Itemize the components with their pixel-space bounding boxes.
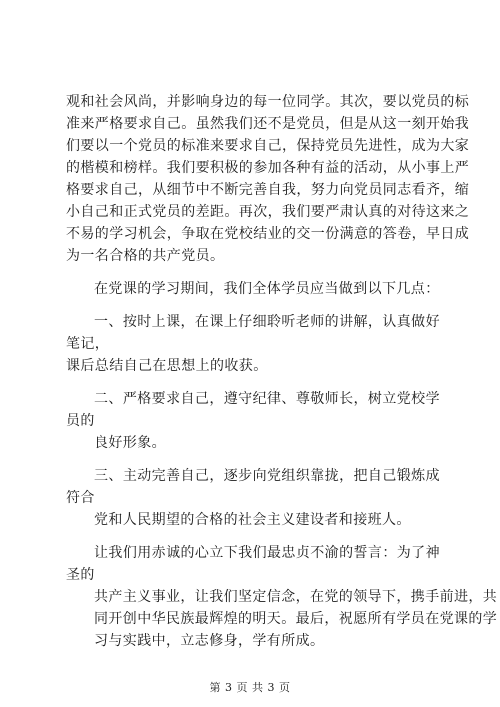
paragraph-point-one	[66, 311, 440, 377]
text-line: 二、严格要求自己，遵守纪律、尊敬师长，树立党校学员的	[66, 391, 440, 429]
text-line: 的楷模和榜样。我们要积极的参加各种有益的活动，从小事上严	[66, 160, 470, 176]
text-line: 为一名合格的共产党员。	[66, 248, 225, 264]
text-line: 共产主义事业，让我们坚定信念，在党的领导下，携手前进，共	[94, 589, 498, 605]
paragraph-study-requirements-intro	[66, 278, 440, 300]
text-line: 一、按时上课，在课上仔细聆听老师的讲解，认真做好笔记，	[66, 314, 440, 352]
text-line: 们要以一个党员的标准来要求自己，保持党员先进性，成为大家	[66, 138, 470, 154]
text-line: 不易的学习机会，争取在党校结业的交一份满意的答卷，早日成	[66, 226, 470, 242]
text-line: 观和社会风尚，并影响身边的每一位同学。其次，要以党员的标	[66, 94, 470, 110]
text-line: 让我们用赤诚的心立下我们最忠贞不渝的誓言：为了神圣的	[66, 545, 440, 583]
text-line: 党和人民期望的合格的社会主义建设者和接班人。	[94, 512, 411, 528]
page-number-footer: 第 3 页 共 3 页	[209, 681, 291, 694]
text-line: 课后总结自己在思想上的收获。	[66, 358, 268, 374]
paragraph-point-three	[66, 465, 440, 531]
text-line: 准来严格要求自己。虽然我们还不是党员，但是从这一刻开始我	[66, 116, 470, 132]
document-body	[66, 91, 498, 663]
text-line: 同开创中华民族最辉煌的明天。最后，祝愿所有学员在党课的学	[94, 611, 498, 627]
text-line: 三、主动完善自己，逐步向党组织靠拢，把自己锻炼成符合	[66, 468, 440, 506]
paragraph-point-two	[66, 388, 440, 454]
text-line: 在党课的学习期间，我们全体学员应当做到以下几点：	[94, 281, 440, 297]
text-line: 小自己和正式党员的差距。再次，我们要严肃认真的对待这来之	[66, 204, 470, 220]
text-line: 习与实践中，立志修身，学有所成。	[94, 633, 325, 649]
paragraph-party-member-standard	[66, 91, 470, 267]
text-line: 格要求自己，从细节中不断完善自我，努力向党员同志看齐，缩	[66, 182, 470, 198]
text-line: 良好形象。	[94, 435, 166, 451]
paragraph-closing-oath	[66, 542, 498, 652]
